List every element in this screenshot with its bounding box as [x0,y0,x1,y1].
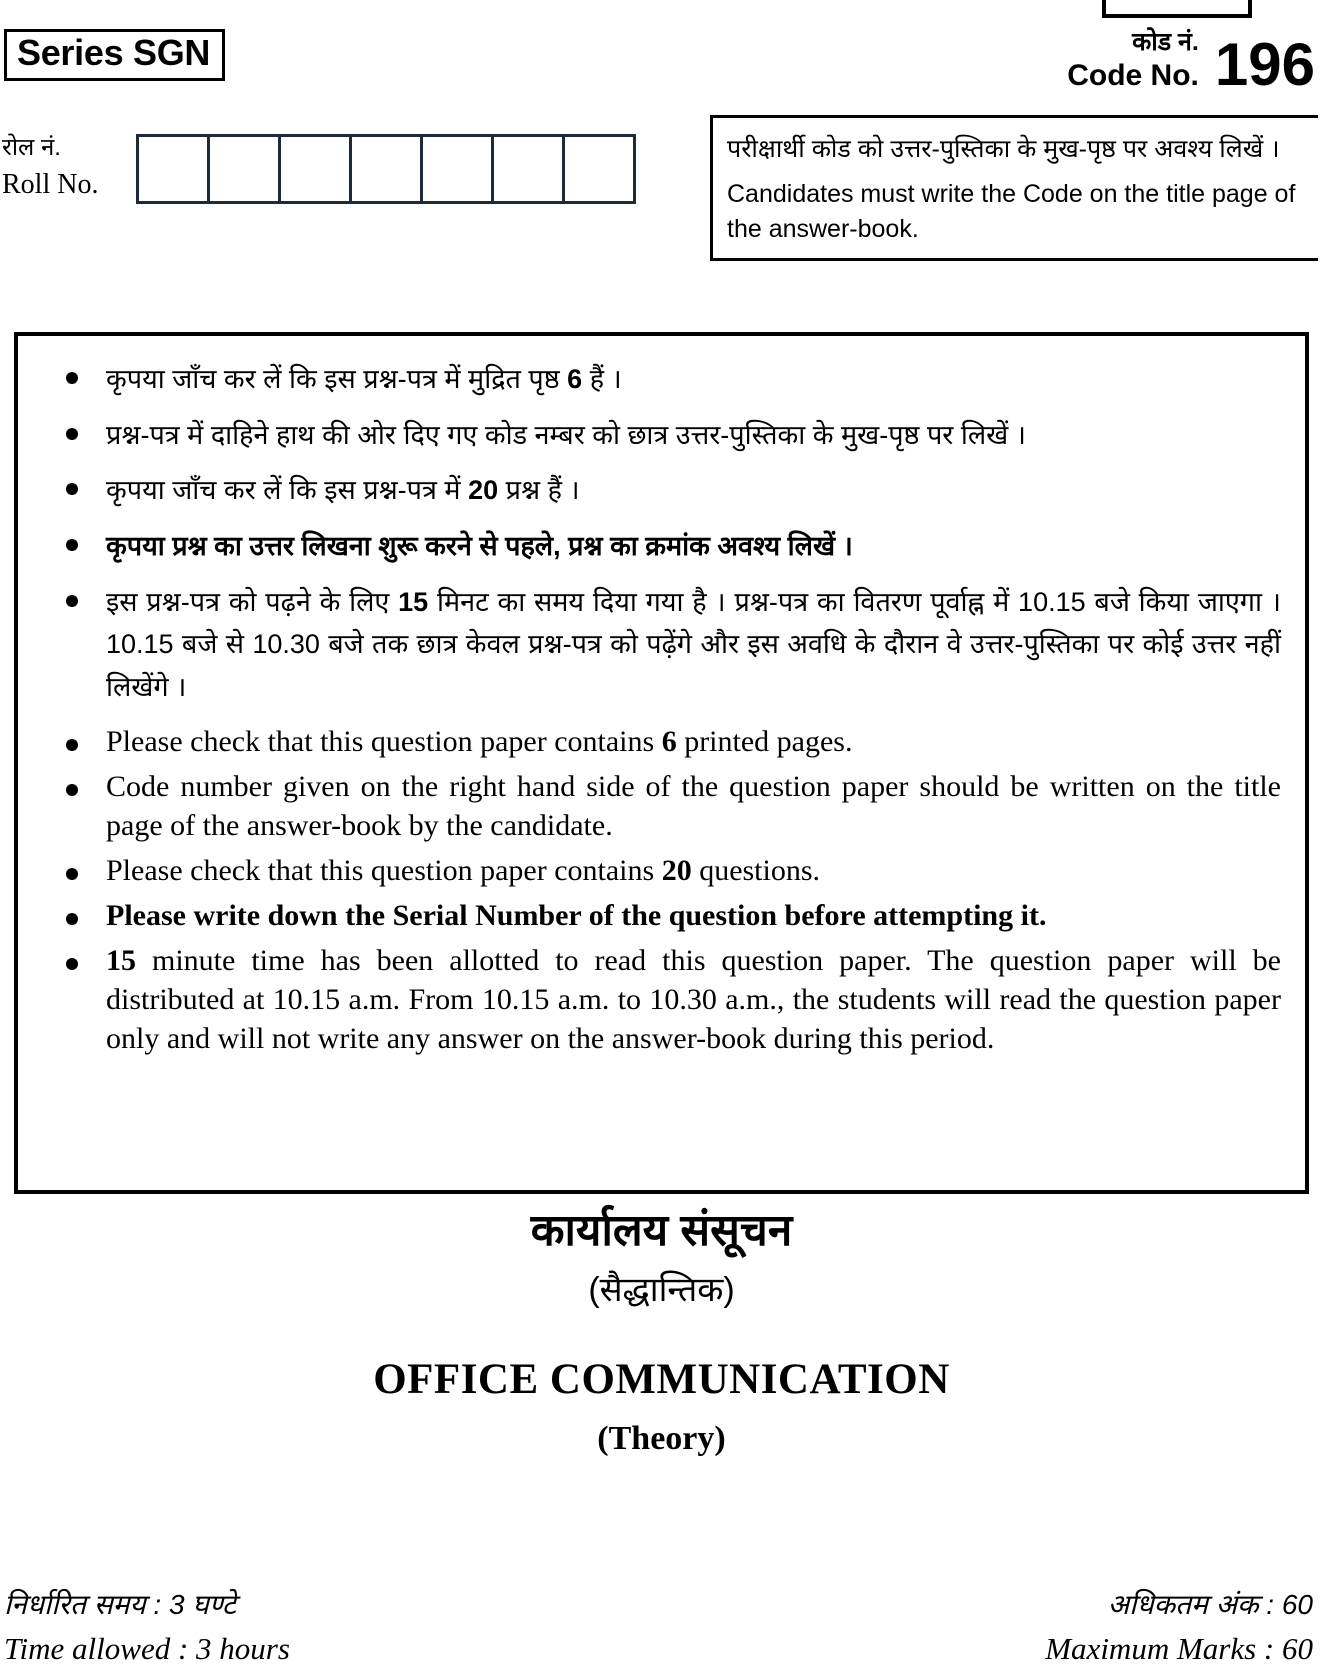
instruction-item [44,941,1281,1058]
subject-title-hindi: कार्यालय संसूचन [530,1206,793,1255]
paper-title-block [0,1205,1323,1458]
page-footer [0,1584,1323,1673]
time-allowed-block [4,1584,290,1673]
roll-no-label [2,131,98,205]
time-allowed-english: Time allowed : 3 hours [4,1631,290,1666]
candidate-note-english: Candidates must write the Code on the title page of the answer-book. [727,180,1296,243]
roll-no-grid[interactable] [136,134,636,204]
instructions-box [14,332,1309,1194]
instruction-text: 15 minute time has been allotted to read this question paper. The question paper will be distributed at 10.15 a.m. From 10.15 a.m. to 10.30 a.m., the students will read the question paper only and will not write any answer on the answer-book during this period. [106,943,1281,1055]
instruction-text: Please write down the Serial Number of the question before attempting it. [106,898,1047,932]
series-box [4,29,225,81]
instruction-text: कृपया जाँच कर लें कि इस प्रश्न-पत्र में मुद्रित पृष्ठ 6 हैं । [106,364,622,394]
instruction-text: Code number given on the right hand side of the question paper should be written on the title page of the answer-book by the candidate. [106,769,1281,842]
instruction-text: कृपया प्रश्न का उत्तर लिखना शुरू करने से पहले, प्रश्न का क्रमांक अवश्य लिखें । [106,530,853,561]
code-no-label-english: Code No. [1067,58,1199,92]
roll-no-cell[interactable] [278,134,352,204]
instructions-list [44,358,1281,1058]
instruction-text: कृपया जाँच कर लें कि इस प्रश्न-पत्र में 20 प्रश्न हैं । [106,475,580,506]
instruction-item [44,722,1281,761]
instruction-item [44,358,1281,401]
instruction-text: इस प्रश्न-पत्र को पढ़ने के लिए 15 मिनट का समय दिया गया है । प्रश्न-पत्र का वितरण पूर्वाह्न में 10.15 बजे किया जाएगा । 10.15 बजे से 10.30 बजे तक छात्र केवल प्रश्न-पत्र को पढ़ेंगे और इस अवधि के दौरान वे उत्तर-पुस्तिका पर कोई उत्तर नहीं लिखेंगे । [106,586,1281,702]
instruction-item [44,896,1281,935]
roll-no-cell[interactable] [207,134,281,204]
subject-mode-english: (Theory) [597,1419,726,1457]
roll-no-cell[interactable] [136,134,210,204]
instruction-text: प्रश्न-पत्र में दाहिने हाथ की ओर दिए गए कोड नम्बर को छात्र उत्तर-पुस्तिका के मुख-पृष्ठ पर लिखें । [106,419,1026,450]
max-marks-english: Maximum Marks : 60 [1045,1631,1313,1666]
code-no-labels [1067,28,1199,97]
code-no-value: 196 [1214,30,1315,98]
instruction-text: Please check that this question paper contains 6 printed pages. [106,724,853,758]
instruction-item [44,767,1281,845]
instruction-text: Please check that this question paper contains 20 questions. [106,853,821,887]
roll-no-cell[interactable] [349,134,423,204]
instruction-item [44,581,1281,709]
candidate-code-note-box [710,115,1318,261]
page-header [0,0,1323,318]
instruction-item [44,469,1281,512]
roll-no-cell[interactable] [491,134,565,204]
code-no-block [1067,28,1315,97]
instruction-item [44,851,1281,890]
roll-no-label-english: Roll No. [2,169,99,201]
time-allowed-hindi: निर्धारित समय : 3 घण्टे [4,1589,236,1620]
code-no-label-hindi: कोड नं. [1132,28,1199,56]
max-marks-block [1045,1584,1313,1673]
subject-title-english: OFFICE COMMUNICATION [373,1355,950,1403]
instruction-item [44,525,1281,568]
roll-no-label-hindi: रोल नं. [2,134,61,161]
candidate-note-hindi: परीक्षार्थी कोड को उत्तर-पुस्तिका के मुख-पृष्ठ पर अवश्य लिखें । [727,135,1280,163]
roll-no-cell[interactable] [562,134,636,204]
roll-no-cell[interactable] [420,134,494,204]
max-marks-hindi: अधिकतम अंक : 60 [1107,1589,1313,1620]
subject-mode-hindi: (सैद्धान्तिक) [588,1270,735,1309]
instruction-item [44,414,1281,457]
series-label: Series SGN [17,32,211,73]
